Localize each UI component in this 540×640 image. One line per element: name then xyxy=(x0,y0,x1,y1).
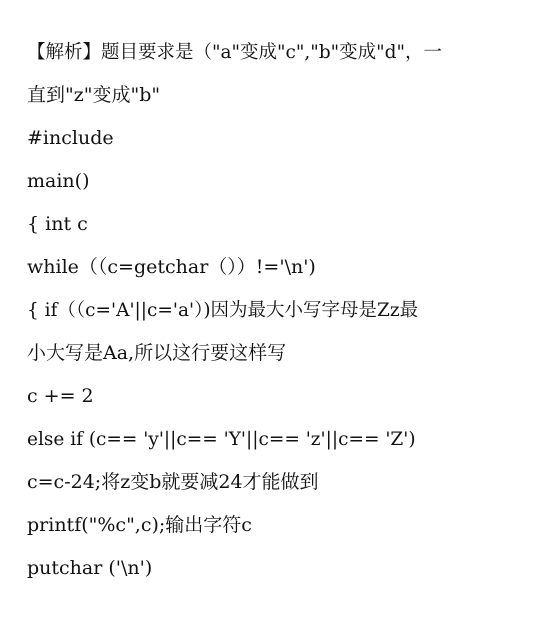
code-while-line: while（（c=getchar（））!='\n') xyxy=(27,256,316,278)
code-printf-line: printf("%c",c);输出字符c xyxy=(27,514,252,536)
code-main-line: main() xyxy=(27,170,90,192)
code-if-line: { if（（c='A'||c='a'）)因为最大小写字母是Zz最 xyxy=(27,300,419,321)
code-include-line: #include xyxy=(27,127,114,149)
solution-text xyxy=(27,31,517,590)
code-increment-line: c += 2 xyxy=(27,385,94,407)
code-putchar-line: putchar ('\n') xyxy=(27,557,153,579)
code-else-if-line: else if (c== 'y'||c== 'Y'||c== 'z'||c== 'Z') xyxy=(27,429,416,450)
explanation-line: 小大写是Aa,所以这行要这样写 xyxy=(27,342,287,364)
analysis-line-1: 【解析】题目要求是（"a"变成"c","b"变成"d"，一 xyxy=(27,42,443,63)
analysis-line-2: 直到"z"变成"b" xyxy=(27,84,161,106)
code-subtract-line: c=c-24;将z变b就要减24才能做到 xyxy=(27,471,319,493)
code-declare-line: { int c xyxy=(27,213,88,235)
